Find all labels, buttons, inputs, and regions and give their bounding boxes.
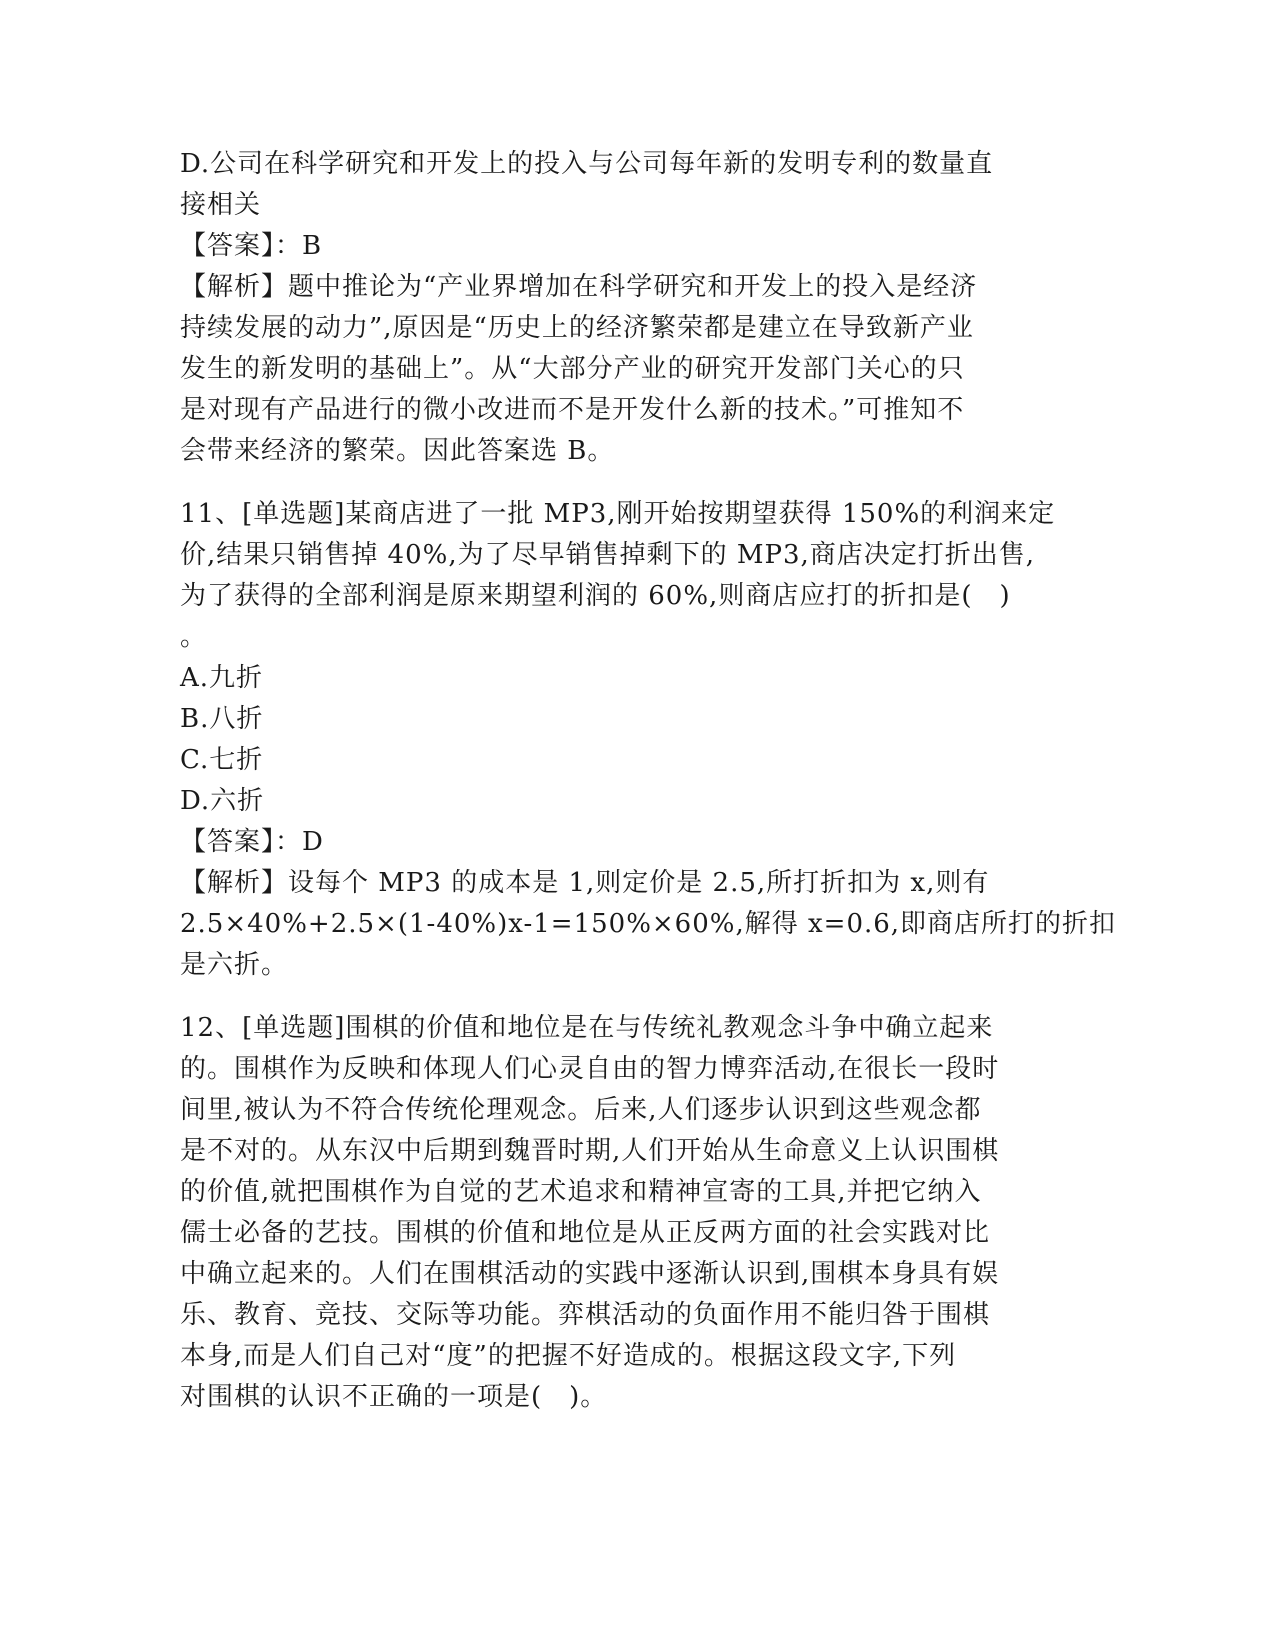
question-stem-line: 价,结果只销售掉 40%,为了尽早销售掉剩下的 MP3,商店决定打折出售, [180, 540, 1036, 570]
analysis-line: 是对现有产品进行的微小改进而不是开发什么新的技术。”可推知不 [180, 395, 965, 425]
question-stem-line: 11、[单选题]某商店进了一批 MP3,刚开始按期望获得 150%的利润来定 [180, 499, 1056, 529]
option-b: B.八折 [180, 704, 264, 734]
question-stem-line: 乐、教育、竞技、交际等功能。弈棋活动的负面作用不能归咎于围棋 [180, 1300, 991, 1330]
question-stem-line: 是不对的。从东汉中后期到魏晋时期,人们开始从生命意义上认识围棋 [180, 1136, 1000, 1166]
question-stem-line: 本身,而是人们自己对“度”的把握不好造成的。根据这段文字,下列 [180, 1341, 957, 1371]
option-d-line: 接相关 [180, 190, 262, 220]
answer-line: 【答案】：B [180, 231, 323, 261]
analysis-line: 2.5×40%+2.5×(1-40%)x-1=150%×60%,解得 x=0.6,即商店所打的折扣 [180, 909, 1117, 939]
analysis-line: 【解析】题中推论为“产业界增加在科学研究和开发上的投入是经济 [180, 272, 978, 302]
option-a: A.九折 [180, 663, 264, 693]
question-stem-line: 的。围棋作为反映和体现人们心灵自由的智力博弈活动,在很长一段时 [180, 1054, 1000, 1084]
answer-line: 【答案】：D [180, 827, 324, 857]
analysis-line: 发生的新发明的基础上”。从“大部分产业的研究开发部门关心的只 [180, 354, 965, 384]
question-stem-line: 间里,被认为不符合传统伦理观念。后来,人们逐步认识到这些观念都 [180, 1095, 982, 1125]
option-d-line: D.公司在科学研究和开发上的投入与公司每年新的发明专利的数量直 [180, 149, 994, 179]
question-stem-line: 的价值,就把围棋作为自觉的艺术追求和精神宣寄的工具,并把它纳入 [180, 1177, 982, 1207]
option-c: C.七折 [180, 745, 264, 775]
section-gap [180, 986, 1040, 1008]
question-stem-line: 。 [180, 622, 208, 652]
question-stem-line: 中确立起来的。人们在围棋活动的实践中逐渐认识到,围棋本身具有娱 [180, 1259, 1000, 1289]
question-11-block [180, 494, 1117, 986]
option-d: D.六折 [180, 786, 265, 816]
analysis-line: 【解析】设每个 MP3 的成本是 1,则定价是 2.5,所打折扣为 x,则有 [180, 868, 990, 898]
question-stem-line: 对围棋的认识不正确的一项是( )。 [180, 1382, 608, 1412]
analysis-line: 持续发展的动力”,原因是“历史上的经济繁荣都是建立在导致新产业 [180, 313, 974, 343]
document-page [180, 144, 1117, 1418]
question-12-block [180, 1008, 1040, 1418]
analysis-line: 是六折。 [180, 950, 289, 980]
question-stem-line: 12、[单选题]围棋的价值和地位是在与传统礼教观念斗争中确立起来 [180, 1013, 994, 1043]
prev-question-block [180, 144, 1040, 472]
section-gap [180, 472, 1040, 494]
question-stem-line: 为了获得的全部利润是原来期望利润的 60%,则商店应打的折扣是( ) [180, 581, 1011, 611]
question-stem-line: 儒士必备的艺技。围棋的价值和地位是从正反两方面的社会实践对比 [180, 1218, 991, 1248]
analysis-line: 会带来经济的繁荣。因此答案选 B。 [180, 436, 615, 466]
